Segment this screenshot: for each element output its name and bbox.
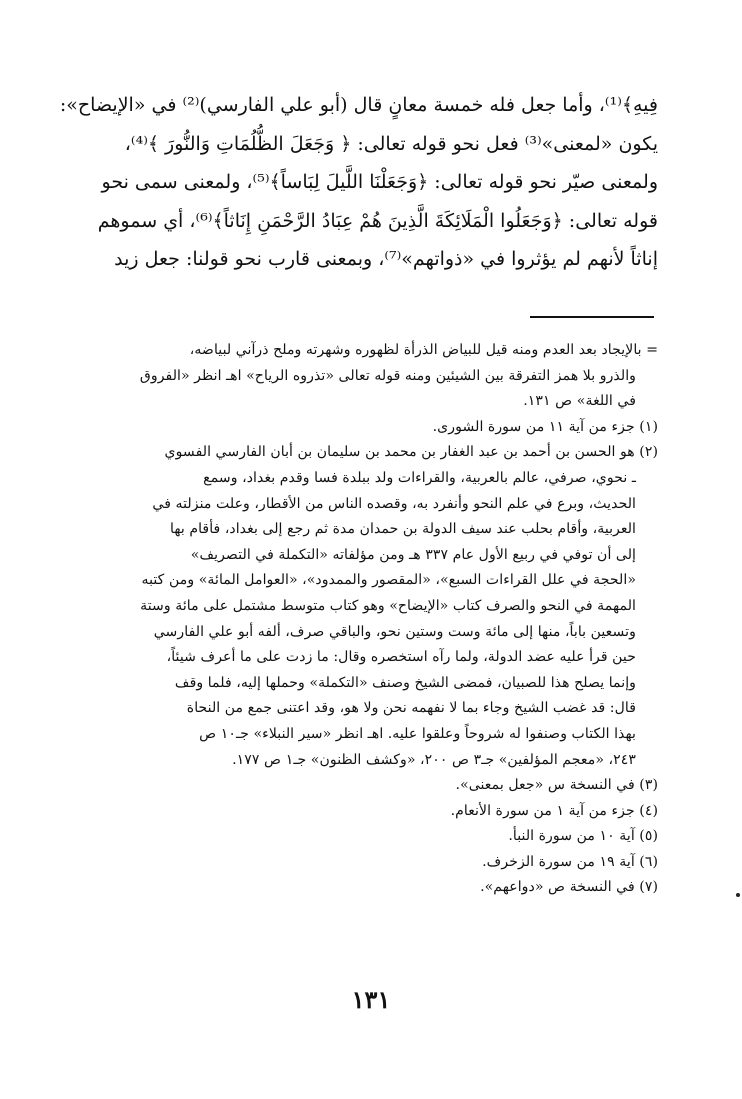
footnote-2-line-10: وإنما يصلح هذا للصبيان، فمضى الشيخ وصنف «التكملة» وحملها إليه، فلما وقف bbox=[174, 674, 636, 691]
page-number: ١٣١ bbox=[351, 985, 391, 1014]
footnote-carryover-line-2: والذرو بلا همز التفرقة بين الشيئين ومنه قوله تعالى «تذروه الرياح» اهـ انظر «الفروق bbox=[139, 367, 636, 384]
main-text-line-3: ولمعنى صيّر نحو قوله تعالى: ﴿وَجَعَلْنَا اللَّيلَ لِبَاساً﴾⁽⁵⁾، ولمعنى سمى نحو bbox=[101, 171, 658, 193]
footnote-carryover-line-1: = بالإيجاد بعد العدم ومنه قيل للبياض الذرأة لظهوره وشهرته وملح ذرآني لبياضه، bbox=[189, 342, 658, 358]
scan-speck bbox=[736, 893, 740, 897]
main-text-line-4: قوله تعالى: ﴿وَجَعَلُوا الْمَلَائِكَةَ الَّذِينَ هُمْ عِبَادُ الرَّحْمَنِ إِنَاثاً﴾⁽⁶⁾، أي سموهم bbox=[97, 209, 658, 232]
main-text-block bbox=[59, 86, 658, 279]
footnote-2-line-12: بهذا الكتاب وصنفوا له شروحاً وعلقوا عليه. اهـ انظر «سير النبلاء» جـ١٠ ص bbox=[199, 725, 636, 742]
footnote-2-line-11: قال: قد غضب الشيخ وجاء بما لا نفهمه نحن ولا هو، وقد اعتنى جمع من النحاة bbox=[186, 700, 636, 717]
footnote-2-line-5: إلى أن توفي في ربيع الأول عام ٣٣٧ هـ ومن مؤلفاته «التكملة في التصريف» bbox=[190, 546, 636, 563]
footnote-2-line-6: «الحجة في علل القراءات السبع»، «المقصور والممدود»، «العوامل المائة» ومن كتبه bbox=[141, 572, 636, 589]
footnote-3: (٣) في النسخة س «جعل بمعنى». bbox=[455, 777, 658, 794]
main-text-line-2: يكون «لمعنى»⁽³⁾ فعل نحو قوله تعالى: ﴿ وَجَعَلَ الظُّلُمَاتِ وَالنُّورَ ﴾⁽⁴⁾، bbox=[124, 132, 658, 155]
footnote-2-line-2: ـ نحوي، صرفي، عالم بالعربية، والقراءات ولد ببلدة فسا وقدم بغداد، وسمع bbox=[203, 469, 636, 486]
footnote-5: (٥) آية ١٠ من سورة النبأ. bbox=[508, 828, 658, 845]
footnote-2-line-8: وتسعين باباً، منها إلى مائة وست وستين نحو، والباقي صرف، ألفه أبو علي الفارسي bbox=[153, 623, 636, 640]
main-text-line-5: إناثاً لأنهم لم يؤثروا في «ذواتهم»⁽⁷⁾، وبمعنى قارب نحو قولنا: جعل زيد bbox=[114, 248, 658, 270]
footnote-7: (٧) في النسخة ص «دواعهم». bbox=[480, 879, 658, 896]
footnote-6: (٦) آية ١٩ من سورة الزخرف. bbox=[482, 853, 658, 870]
footnote-separator bbox=[530, 316, 654, 318]
footnote-carryover-line-3: في اللغة» ص ١٣١. bbox=[523, 393, 636, 410]
footnote-4: (٤) جزء من آية ١ من سورة الأنعام. bbox=[450, 802, 658, 819]
footnote-2-line-4: العربية، وأقام بحلب عند سيف الدولة بن حمدان مدة ثم رجع إلى بغداد، فأقام بها bbox=[170, 521, 636, 538]
footnotes-block bbox=[70, 338, 658, 901]
footnote-2-line-1: (٢) هو الحسن بن أحمد بن عبد الغفار بن محمد بن سليمان بن أبان الفارسي الفسوي bbox=[164, 444, 658, 461]
main-text-line-1: فِيهِ﴾⁽¹⁾، وأما جعل فله خمسة معانٍ قال (أبو علي الفارسي)⁽²⁾ في «الإيضاح»: bbox=[59, 94, 658, 116]
footnote-2-line-3: الحديث، وبرع في علم النحو وأنفرد به، وقصده الناس من الأقطار، وعلت منزلته في bbox=[152, 495, 636, 512]
footnote-2-line-13: ٢٤٣، «معجم المؤلفين» جـ٣ ص ٢٠٠، «وكشف الظنون» جـ١ ص ١٧٧. bbox=[232, 751, 636, 768]
footnote-1: (١) جزء من آية ١١ من سورة الشورى. bbox=[432, 418, 658, 435]
footnote-2-line-7: المهمة في النحو والصرف كتاب «الإيضاح» وهو كتاب متوسط مشتمل على مائة وستة bbox=[140, 597, 636, 614]
footnote-2-line-9: حين قرأ عليه عضد الدولة، ولما رآه استخصره وقال: ما زدت على ما أعرف شيئاً، bbox=[166, 649, 636, 666]
